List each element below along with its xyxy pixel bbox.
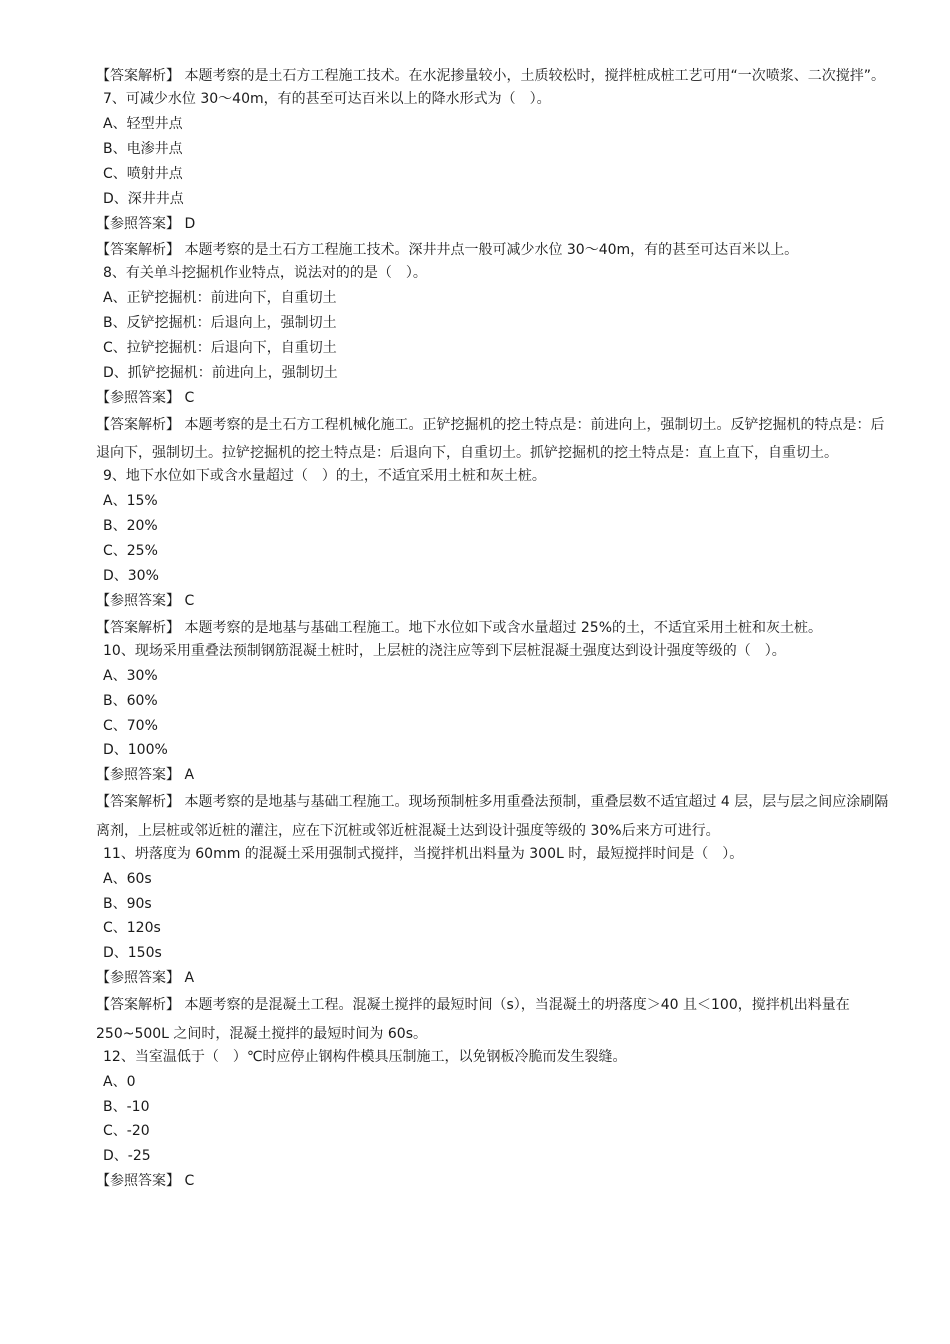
answer-option: C、拉铲挖掘机：后退向下，自重切土: [103, 340, 337, 357]
reference-answer: 【参照答案】 C: [96, 1173, 195, 1190]
question-stem: 11、坍落度为 60mm 的混凝土采用强制式搅拌，当搅拌机出料量为 300L 时，最短搅拌时间是（ ）。: [103, 845, 744, 862]
answer-explanation: 【答案解析】 本题考察的是地基与基础工程施工。现场预制桩多用重叠法预制，重叠层数不适宜超过 4 层，层与层之间应涂刷隔离剂，上层桩或邻近桩的灌注，应在下沉桩或邻近桩混凝土达到设计强度等级的 30%后来方可进行。: [96, 794, 889, 839]
answer-option: A、0: [103, 1073, 136, 1090]
answer-option: C、喷射井点: [103, 165, 183, 182]
question-stem: 12、当室温低于（ ）℃时应停止钢构件模具压制施工，以免钢板冷脆而发生裂缝。: [103, 1048, 627, 1065]
reference-answer: 【参照答案】 A: [96, 767, 195, 784]
reference-answer: 【参照答案】 C: [96, 592, 195, 609]
answer-explanation: 【答案解析】 本题考察的是混凝土工程。混凝土搅拌的最短时间（s），当混凝土的坍落度＞40 且＜100，搅拌机出料量在 250~500L 之间时，混凝土搅拌的最短时间为 60s。: [96, 997, 850, 1042]
question-stem: 7、可减少水位 30～40m，有的甚至可达百米以上的降水形式为（ ）。: [103, 91, 551, 107]
answer-option: D、抓铲挖掘机：前进向上，强制切土: [103, 365, 338, 382]
reference-answer: 【参照答案】 A: [96, 970, 195, 987]
answer-option: B、-10: [103, 1098, 150, 1115]
answer-option: B、90s: [103, 895, 152, 912]
answer-option: D、-25: [103, 1148, 151, 1165]
answer-option: B、20%: [103, 518, 158, 535]
reference-answer: 【参照答案】 C: [96, 389, 195, 406]
answer-explanation: 【答案解析】 本题考察的是土石方工程施工技术。深井井点一般可减少水位 30～40m，有的甚至可达百米以上。: [96, 242, 799, 259]
answer-option: B、电渗井点: [103, 140, 183, 157]
answer-option: A、正铲挖掘机：前进向下，自重切土: [103, 290, 337, 307]
answer-option: A、轻型井点: [103, 115, 183, 132]
answer-option: C、120s: [103, 920, 161, 937]
answer-option: B、60%: [103, 692, 158, 709]
answer-explanation: 【答案解析】 本题考察的是土石方工程机械化施工。正铲挖掘机的挖土特点是：前进向上，强制切土。反铲挖掘机的特点是：后退向下，强制切土。拉铲挖掘机的挖土特点是：后退向下，自重切土。抓铲挖掘机的挖土特点是：直上直下，自重切土。: [96, 416, 885, 462]
question-stem: 9、地下水位如下或含水量超过（ ）的土，不适宜采用土桩和灰土桩。: [103, 468, 546, 485]
answer-option: A、15%: [103, 493, 158, 510]
answer-option: C、-20: [103, 1123, 150, 1140]
answer-option: A、30%: [103, 667, 158, 684]
answer-option: C、25%: [103, 543, 158, 560]
answer-option: D、深井井点: [103, 190, 184, 207]
answer-option: B、反铲挖掘机：后退向上，强制切土: [103, 315, 337, 332]
answer-option: D、150s: [103, 945, 162, 962]
answer-explanation: 【答案解析】 本题考察的是地基与基础工程施工。地下水位如下或含水量超过 25%的土，不适宜采用土桩和灰土桩。: [96, 619, 823, 636]
question-stem: 8、有关单斗挖掘机作业特点，说法对的的是（ ）。: [103, 265, 427, 282]
answer-explanation: 【答案解析】 本题考察的是土石方工程施工技术。在水泥掺量较小，土质较松时，搅拌桩成桩工艺可用“一次喷浆、二次搅拌”。: [96, 68, 885, 84]
answer-option: D、30%: [103, 568, 159, 584]
answer-option: A、60s: [103, 870, 152, 887]
answer-option: D、100%: [103, 742, 168, 759]
answer-option: C、70%: [103, 717, 158, 734]
question-stem: 10、现场采用重叠法预制钢筋混凝土桩时，上层桩的浇注应等到下层桩混凝土强度达到设计强度等级的（ ）。: [103, 642, 786, 659]
reference-answer: 【参照答案】 D: [96, 215, 196, 232]
